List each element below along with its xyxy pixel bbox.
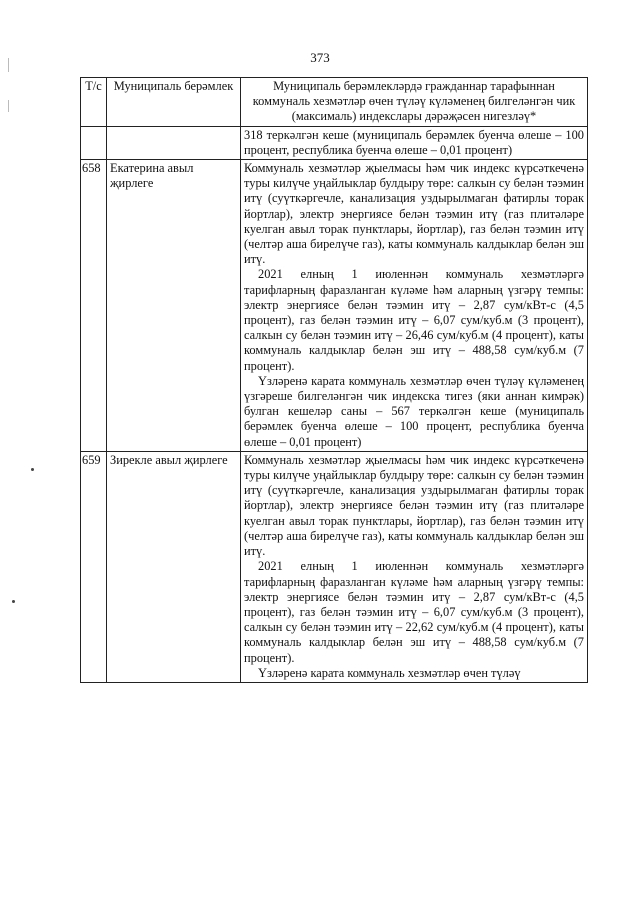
paragraph: Үзләренә карата коммуналь хезмәтләр өчен түләү: [258, 665, 521, 680]
row-content: [241, 160, 588, 452]
row-number: 658: [81, 160, 107, 452]
scan-speck: [12, 600, 15, 603]
row-content: [241, 126, 588, 159]
table-row: [81, 160, 588, 452]
header-justification: Муниципаль берәмлекләрдә гражданнар тарафыннан коммуналь хезмәтләр өчен түләү күләменең билгеләнгән чик (максималь) индекслары дәрәҗәсен нигезләү*: [241, 78, 588, 127]
paragraph: Коммуналь хезмәтләр җыелмасы һәм чик индекс күрсәткеченә туры килүче уңайлыклар булдыру төре: салкын су белән тәэмин итү (суүткәргечле, канализация уздырылмаган фатирлы торак йортлар), электр энергиясе белән тәэмин итү (газ плитәләре куелган авыл торак пунктлары, йортлар), газ белән тәэмин итү (челтәр аша бирелүче газ), каты коммуналь калдыклар белән эш итү.: [244, 161, 584, 267]
scan-mark: [8, 100, 9, 112]
row-number: [81, 126, 107, 159]
row-municipality: [107, 126, 241, 159]
row-municipality: Зирекле авыл җирлеге: [107, 451, 241, 682]
paragraph: 2021 елның 1 июленнән коммуналь хезмәтләргә тарифларның фаразланган күләме һәм аларның үзгәрү темпы: электр энергиясе белән тәэмин итү – 2,87 сум/кВт-с (4,5 процент), газ белән тәэмин итү – 6,07 сум/куб.м (3 процент), салкын су белән тәэмин итү – 26,46 сум/куб.м (4 процент), каты коммуналь калдыклар белән эш итү – 488,58 сум/куб.м (7 процент).: [244, 267, 584, 373]
row-number: 659: [81, 451, 107, 682]
paragraph: 2021 елның 1 июленнән коммуналь хезмәтләргә тарифларның фаразланган күләме һәм аларның үзгәрү темпы: электр энергиясе белән тәэмин итү – 2,87 сум/кВт-с (4,5 процент), газ белән тәэмин итү – 6,07 сум/куб.м (3 процент), салкын су белән тәэмин итү – 22,62 сум/куб.м (4 процент), каты коммуналь калдыклар белән эш итү – 488,58 сум/куб.м (7 процент).: [244, 559, 584, 665]
row-content: [241, 451, 588, 682]
table-row: [81, 126, 588, 159]
paragraph: Коммуналь хезмәтләр җыелмасы һәм чик индекс күрсәткеченә туры килүче уңайлыклар булдыру төре: салкын су белән тәэмин итү (суүткәргечле, канализация уздырылмаган фатирлы торак йортлар), электр энергиясе белән тәэмин итү (газ плитәләре куелган авыл торак пунктлары, йортлар), газ белән тәэмин итү (челтәр аша бирелүче газ), каты коммуналь калдыклар белән эш итү.: [244, 452, 584, 559]
page-number: 373: [310, 50, 330, 65]
row-municipality: Екатерина авыл җирлеге: [107, 160, 241, 452]
tariff-table: [80, 77, 588, 683]
paragraph: Үзләренә карата коммуналь хезмәтләр өчен түләү күләменең үзгәреше билгеләнгән чик индекска тигез (яки аннан кимрәк) булган кешеләр саны – 567 теркәлгән кеше (муниципаль берәмлек буенча өлеше – 100 процент, республика буенча өлеше – 0,01 процент): [244, 373, 584, 449]
table-row: [81, 451, 588, 682]
header-number: Т/с: [81, 78, 107, 127]
header-municipality: Муниципаль берәмлек: [107, 78, 241, 127]
paragraph: 318 теркәлгән кеше (муниципаль берәмлек буенча өлеше – 100 процент, республика буенча өлеше – 0,01 процент): [244, 127, 584, 157]
scan-speck: [31, 468, 34, 471]
table-header-row: [81, 78, 588, 127]
